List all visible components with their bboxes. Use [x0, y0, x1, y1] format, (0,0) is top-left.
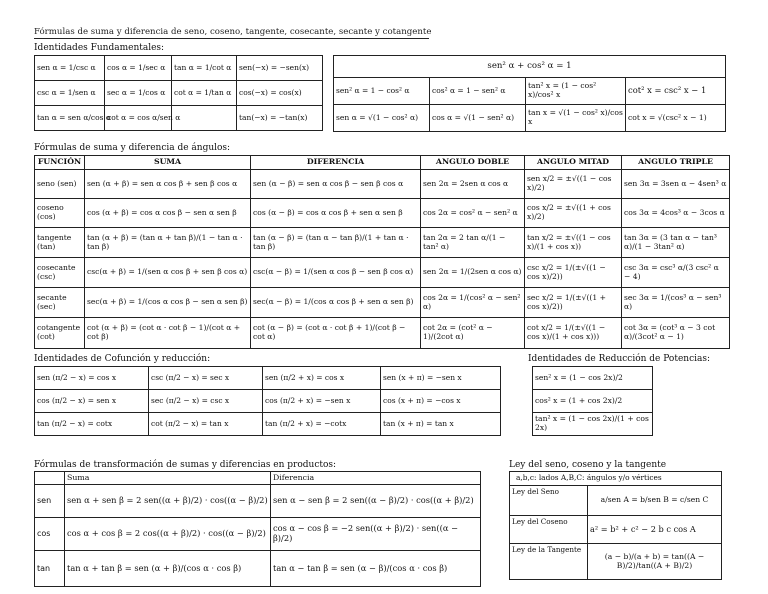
identity-cell: cos (x + π) = −cos x: [381, 390, 501, 413]
formula-cell: sen (α + β) = sen α cos β + sen β cos α: [85, 170, 251, 199]
law-formula: (a − b)/(a + b) = tan((A − B)/2)/tan((A + B)/2): [588, 544, 722, 580]
formula-cell: cos 3α = 4cos³ α − 3cos α: [622, 199, 730, 228]
fundamentals-row: [334, 78, 726, 105]
function-name: secante (sec): [35, 288, 85, 318]
formula-cell: sen x/2 = ±√((1 − cos x)/2): [525, 170, 622, 199]
formula-cell: cot (α − β) = (cot α · cot β + 1)/(cot β − cot α): [251, 318, 421, 349]
formula-cell: cos α − cos β = −2 sen((α + β)/2) · sen((α − β)/2): [271, 518, 481, 551]
header-angulo-doble: ANGULO DOBLE: [421, 156, 525, 170]
identity-cell: sec α = 1/cos α: [105, 81, 172, 106]
identity-cell: sen (x + π) = −sen x: [381, 367, 501, 390]
identity-cell: tan² x = (1 − cos² x)/cos² x: [526, 78, 626, 105]
identity-cell: tan α = sen α/cos α: [35, 106, 105, 131]
identity-cell: cos α = 1/sec α: [105, 56, 172, 81]
formula-cell: cot x/2 = 1/(±√((1 − cos x)/(1 + cos x))): [525, 318, 622, 349]
identity-cell: tan (π/2 + x) = −cotx: [263, 413, 381, 436]
formula-cell: cot (α + β) = (cot α · cot β − 1)/(cot α + cot β): [85, 318, 251, 349]
laws-subtitle: a,b,c: lados A,B,C: ángulos y/o vértices: [510, 472, 722, 486]
law-formula: a² = b² + c² − 2 b c cos A: [588, 516, 722, 544]
formula-cell: sen (α − β) = sen α cos β − sen β cos α: [251, 170, 421, 199]
table-row: [35, 258, 730, 288]
function-name: tan: [35, 551, 65, 587]
identity-cell: sen (π/2 + x) = cos x: [263, 367, 381, 390]
angles-header-row: [35, 156, 730, 170]
function-name: cosecante (csc): [35, 258, 85, 288]
identity-cell: sen α = √(1 − cos² α): [334, 105, 430, 132]
formula-cell: cos 2α = 1/(cos² α − sen² α): [421, 288, 525, 318]
identity-cell: cot (π/2 − x) = tan x: [149, 413, 263, 436]
formula-cell: tan α + tan β = sen (α + β)/(cos α · cos β): [65, 551, 271, 587]
formula-cell: cos (α + β) = cos α cos β − sen α sen β: [85, 199, 251, 228]
identity-cell: tan(−x) = −tan(x): [237, 106, 323, 131]
table-row: [35, 288, 730, 318]
table-row: [35, 367, 501, 390]
identity-cell: cos² α = 1 − sen² α: [430, 78, 526, 105]
laws-table: [509, 471, 722, 580]
identity-cell: cot α = 1/tan α: [172, 81, 237, 106]
function-name: cos: [35, 518, 65, 551]
formula-cell: cos x/2 = ±√((1 + cos x)/2): [525, 199, 622, 228]
formula-cell: csc 3α = csc³ α/(3 csc² α − 4): [622, 258, 730, 288]
formula-cell: cot 2α = (cot² α − 1)/(2cot α): [421, 318, 525, 349]
laws-title: Ley del seno, coseno y la tangente: [509, 460, 667, 470]
table-row: [510, 516, 722, 544]
formula-cell: sec x/2 = 1/(±√((1 + cos x)/2)): [525, 288, 622, 318]
formula-cell: tan (α + β) = (tan α + tan β)/(1 − tan α · tan β): [85, 228, 251, 258]
angles-title: Fórmulas de suma y diferencia de ángulos:: [34, 143, 231, 153]
formula-cell: cos (α − β) = cos α cos β + sen α sen β: [251, 199, 421, 228]
table-row: [35, 485, 481, 518]
table-row: [35, 318, 730, 349]
function-name: tangente (tan): [35, 228, 85, 258]
identity-cell: sen² α = 1 − cos² α: [334, 78, 430, 105]
table-row: [35, 170, 730, 199]
header-suma: SUMA: [85, 156, 251, 170]
identity-cell: cos² x = (1 + cos 2x)/2: [533, 390, 653, 413]
identity-cell: sen (π/2 − x) = cos x: [35, 367, 149, 390]
table-row: [510, 544, 722, 580]
identity-cell: cot² x = csc² x − 1: [626, 78, 726, 105]
table-row: [533, 413, 653, 436]
formula-cell: cos α + cos β = 2 cos((α + β)/2) · cos((α − β)/2): [65, 518, 271, 551]
table-row: [533, 367, 653, 390]
formula-cell: tan 3α = (3 tan α − tan³ α)/(1 − 3tan² α): [622, 228, 730, 258]
formula-cell: sen 2α = 1/(2sen α cos α): [421, 258, 525, 288]
identity-cell: [172, 106, 237, 131]
header-empty: [35, 472, 65, 485]
identity-cell: tan (x + π) = tan x: [381, 413, 501, 436]
identity-cell: cos(−x) = cos(x): [237, 81, 323, 106]
formula-cell: csc x/2 = 1/(±√((1 − cos x)/2)): [525, 258, 622, 288]
formula-cell: sec(α − β) = 1/(cos α cos β + sen α sen β): [251, 288, 421, 318]
power-reduction-title: Identidades de Reducción de Potencias:: [528, 354, 711, 364]
identity-cell: sec (π/2 − x) = csc x: [149, 390, 263, 413]
identity-cell: tan (π/2 − x) = cotx: [35, 413, 149, 436]
identity-cell: cos (π/2 + x) = −sen x: [263, 390, 381, 413]
power-reduction-table: [532, 366, 653, 436]
function-name: seno (sen): [35, 170, 85, 199]
identity-cell: sen α = 1/csc α: [35, 56, 105, 81]
formula-cell: sen α + sen β = 2 sen((α + β)/2) · cos((α − β)/2): [65, 485, 271, 518]
identity-cell: cot α = cos α/sen α: [105, 106, 172, 131]
cofunction-table: [34, 366, 501, 436]
table-row: [35, 390, 501, 413]
header-angulo-mitad: ANGULO MITAD: [525, 156, 622, 170]
formula-cell: sen 3α = 3sen α − 4sen³ α: [622, 170, 730, 199]
document-title: Fórmulas de suma y diferencia de seno, coseno, tangente, cosecante, secante y cotangente: [34, 27, 432, 37]
formula-cell: csc(α − β) = 1/(sen α cos β − sen β cos α): [251, 258, 421, 288]
identity-cell: csc (π/2 − x) = sec x: [149, 367, 263, 390]
header-angulo-triple: ANGULO TRIPLE: [622, 156, 730, 170]
formula-cell: sen 2α = 2sen α cos α: [421, 170, 525, 199]
angles-table: [34, 155, 730, 349]
formula-cell: tan x/2 = ±√((1 − cos x)/(1 + cos x)): [525, 228, 622, 258]
pythagorean-identity: sen² α + cos² α = 1: [334, 56, 726, 78]
title-underline: [34, 38, 429, 39]
pythagorean-row: [334, 56, 726, 78]
transformation-title: Fórmulas de transformación de sumas y diferencias en productos:: [34, 460, 337, 470]
law-formula: a/sen A = b/sen B = c/sen C: [588, 486, 722, 516]
identity-cell: tan² x = (1 − cos 2x)/(1 + cos 2x): [533, 413, 653, 436]
fundamentals-left-table: [34, 55, 323, 131]
function-name: coseno (cos): [35, 199, 85, 228]
transformation-header-row: [35, 472, 481, 485]
law-label: Ley del Seno: [510, 486, 588, 516]
table-row: [35, 518, 481, 551]
formula-cell: tan (α − β) = (tan α − tan β)/(1 + tan α · tan β): [251, 228, 421, 258]
cofunction-title: Identidades de Cofunción y reducción:: [34, 354, 211, 364]
law-label: Ley del Coseno: [510, 516, 588, 544]
table-row: [35, 228, 730, 258]
table-row: [35, 413, 501, 436]
header-diferencia: DIFERENCIA: [251, 156, 421, 170]
fundamentals-right-table: [333, 55, 726, 132]
table-row: [533, 390, 653, 413]
function-name: cotangente (cot): [35, 318, 85, 349]
header-funcion: FUNCIÓN: [35, 156, 85, 170]
formula-cell: csc(α + β) = 1/(sen α cos β + sen β cos α): [85, 258, 251, 288]
fundamentals-row: [35, 106, 323, 131]
laws-subtitle-row: [510, 472, 722, 486]
identity-cell: cos (π/2 − x) = sen x: [35, 390, 149, 413]
formula-cell: tan α − tan β = sen (α − β)/(cos α · cos β): [271, 551, 481, 587]
header-suma: Suma: [65, 472, 271, 485]
identity-cell: tan α = 1/cot α: [172, 56, 237, 81]
identity-cell: cot x = √(csc² x − 1): [626, 105, 726, 132]
formula-cell: tan 2α = 2 tan α/(1 − tan² α): [421, 228, 525, 258]
formula-cell: sec(α + β) = 1/(cos α cos β − sen α sen β): [85, 288, 251, 318]
formula-cell: cos 2α = cos² α − sen² α: [421, 199, 525, 228]
identity-cell: cos α = √(1 − sen² α): [430, 105, 526, 132]
identity-cell: sen(−x) = −sen(x): [237, 56, 323, 81]
law-label: Ley de la Tangente: [510, 544, 588, 580]
table-row: [510, 486, 722, 516]
fundamentals-row: [35, 56, 323, 81]
header-diferencia: Diferencia: [271, 472, 481, 485]
identity-cell: sen² x = (1 − cos 2x)/2: [533, 367, 653, 390]
table-row: [35, 199, 730, 228]
fundamentals-row: [334, 105, 726, 132]
function-name: sen: [35, 485, 65, 518]
transformation-table: [34, 471, 481, 587]
formula-cell: sen α − sen β = 2 sen((α − β)/2) · cos((α + β)/2): [271, 485, 481, 518]
fundamentals-row: [35, 81, 323, 106]
formula-cell: cot 3α = (cot³ α − 3 cot α)/(3cot² α − 1): [622, 318, 730, 349]
fundamentals-title: Identidades Fundamentales:: [34, 43, 165, 53]
formula-cell: sec 3α = 1/(cos³ α − sen³ α): [622, 288, 730, 318]
table-row: [35, 551, 481, 587]
identity-cell: csc α = 1/sen α: [35, 81, 105, 106]
identity-cell: tan x = √(1 − cos² x)/cos x: [526, 105, 626, 132]
